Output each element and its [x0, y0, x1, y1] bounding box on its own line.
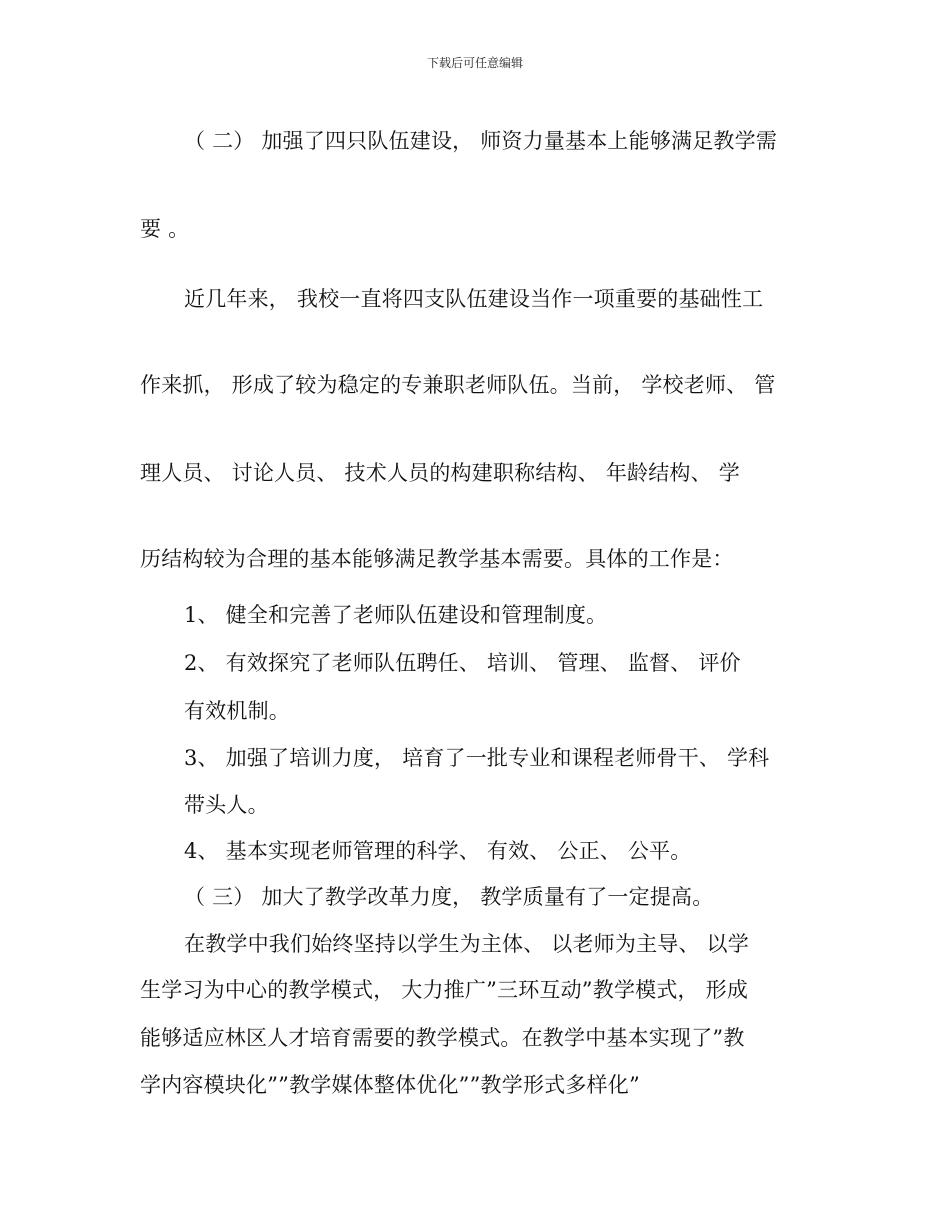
paragraph-line: 近几年来， 我校一直将四支队伍建设当作一项重要的基础性工 — [184, 287, 764, 311]
paragraph-line: 能够适应林区人才培育需要的教学模式。在教学中基本实现了”教 — [140, 1026, 745, 1050]
page-header-note: 下载后可任意编辑 — [426, 56, 523, 70]
paragraph-line: 在教学中我们始终坚持以学生为主体、 以老师为主导、 以学 — [184, 932, 749, 956]
section-heading-3: （ 三） 加大了教学改革力度， 教学质量有了一定提高。 — [184, 885, 714, 909]
paragraph-line: 历结构较为合理的基本能够满足教学基本需要。具体的工作是： — [140, 547, 734, 571]
paragraph-line: 学内容模块化””教学媒体整体优化””教学形式多样化” — [140, 1073, 640, 1097]
paragraph-line: 作来抓， 形成了较为稳定的专兼职老师队伍。当前， 学校老师、 管 — [140, 373, 776, 397]
paragraph-line: 生学习为中心的教学模式， 大力推广”三环互动”教学模式， 形成 — [140, 978, 749, 1002]
list-item-continuation: 有效机制。 — [184, 699, 290, 723]
paragraph-line: 要 。 — [140, 217, 190, 241]
section-heading-2: （ 二） 加强了四只队伍建设， 师资力量基本上能够满足教学需 — [184, 129, 778, 153]
list-item: 4、 基本实现老师管理的科学、 有效、 公正、 公平。 — [184, 839, 692, 863]
paragraph-line: 理人员、 讨论人员、 技术人员的构建职称结构、 年龄结构、 学 — [140, 461, 740, 485]
list-item-continuation: 带头人。 — [184, 793, 269, 817]
list-item: 3、 加强了培训力度， 培育了一批专业和课程老师骨干、 学科 — [184, 746, 770, 770]
list-item: 1、 健全和完善了老师队伍建设和管理制度。 — [184, 603, 608, 627]
list-item: 2、 有效探究了老师队伍聘任、 培训、 管理、 监督、 评价 — [184, 651, 741, 675]
